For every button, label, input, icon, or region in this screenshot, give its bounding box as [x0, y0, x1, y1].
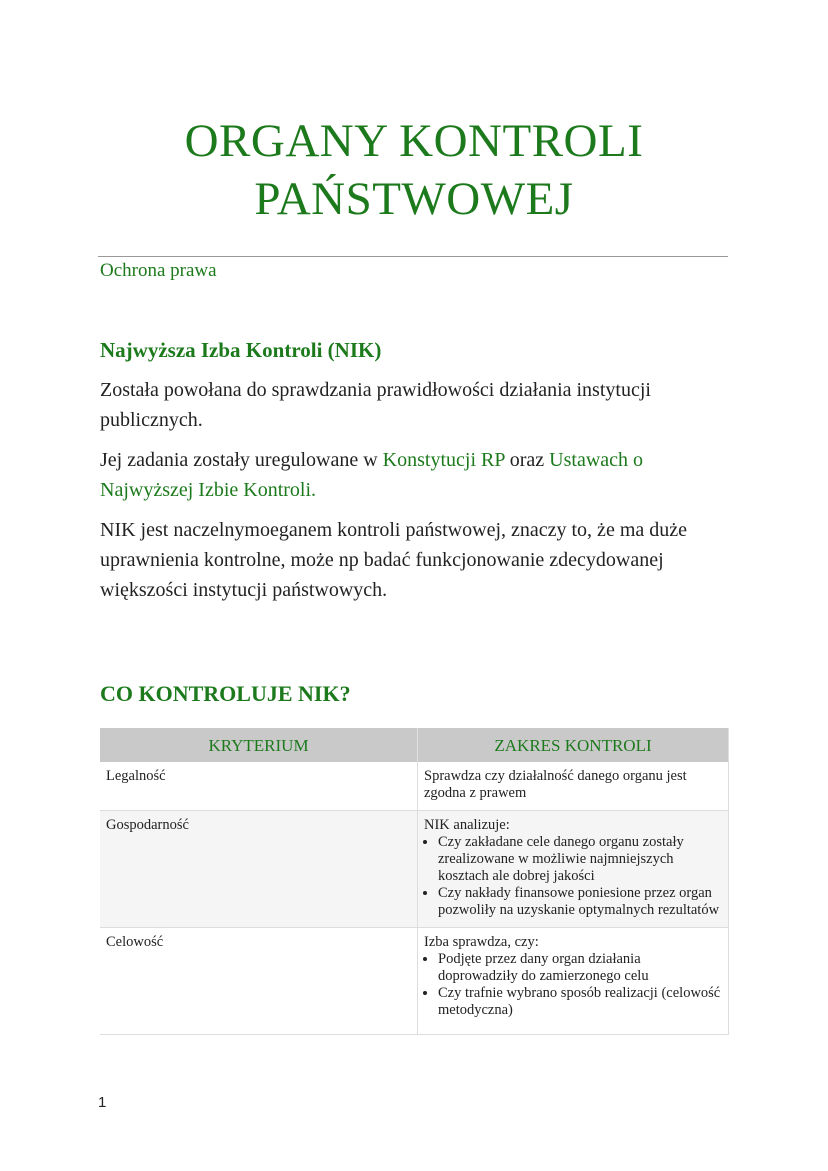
table-row [100, 928, 729, 1035]
control-table [100, 728, 729, 1035]
page-title [0, 112, 828, 228]
scope-text: NIK analizuje: [424, 817, 510, 833]
text: Jej zadania zostały uregulowane w [100, 449, 383, 471]
table-row [100, 811, 729, 928]
paragraph [100, 445, 740, 505]
title-line-1: ORGANY KONTROLI [184, 115, 644, 167]
link-konstytucja[interactable]: Konstytucji RP [382, 449, 505, 471]
section-heading-control: CO KONTROLUJE NIK? [100, 681, 351, 706]
list-item: • Czy nakłady finansowe poniesione przez organ pozwoliły na uzyskanie optymalnych rezultatów [438, 885, 722, 919]
scope-cell [418, 811, 729, 928]
page-number: 1 [98, 1094, 107, 1111]
table-row [100, 762, 729, 811]
subtitle: Ochrona prawa [100, 260, 217, 281]
title-line-2: PAŃSTWOWEJ [254, 173, 574, 225]
list-item: • Podjęte przez dany organ działania doprowadziły do zamierzonego celu [438, 951, 722, 985]
paragraph: NIK jest naczelnymoeganem kontroli państwowej, znaczy to, że ma duże uprawnienia kontrolne, może np badać funkcjonowanie zdecydowanej większości instytucji państwowych. [100, 519, 688, 601]
list-item: • Czy zakładane cele danego organu zostały zrealizowane w możliwie najmniejszych kosztach ale dobrej jakości [438, 834, 722, 885]
section-body [100, 375, 740, 615]
scope-cell [418, 762, 729, 811]
criterion-cell: Celowość [100, 928, 418, 1035]
column-header: KRYTERIUM [100, 728, 418, 762]
scope-text: Sprawdza czy działalność danego organu jest zgodna z prawem [424, 768, 687, 801]
section-heading-nik: Najwyższa Izba Kontroli (NIK) [100, 338, 382, 362]
scope-cell [418, 928, 729, 1035]
text: oraz [504, 449, 550, 471]
criterion-cell: Gospodarność [100, 811, 418, 928]
scope-text: Izba sprawdza, czy: [424, 934, 539, 950]
link-ustawy[interactable]: Ustawach o Najwyższej Izbie Kontroli. [100, 449, 644, 501]
divider [98, 256, 728, 257]
column-header: ZAKRES KONTROLI [418, 728, 729, 762]
list-item: • Czy trafnie wybrano sposób realizacji (celowość metodyczna) [438, 985, 722, 1019]
paragraph: Została powołana do sprawdzania prawidłowości działania instytucji publicznych. [100, 379, 651, 431]
criterion-cell: Legalność [100, 762, 418, 811]
